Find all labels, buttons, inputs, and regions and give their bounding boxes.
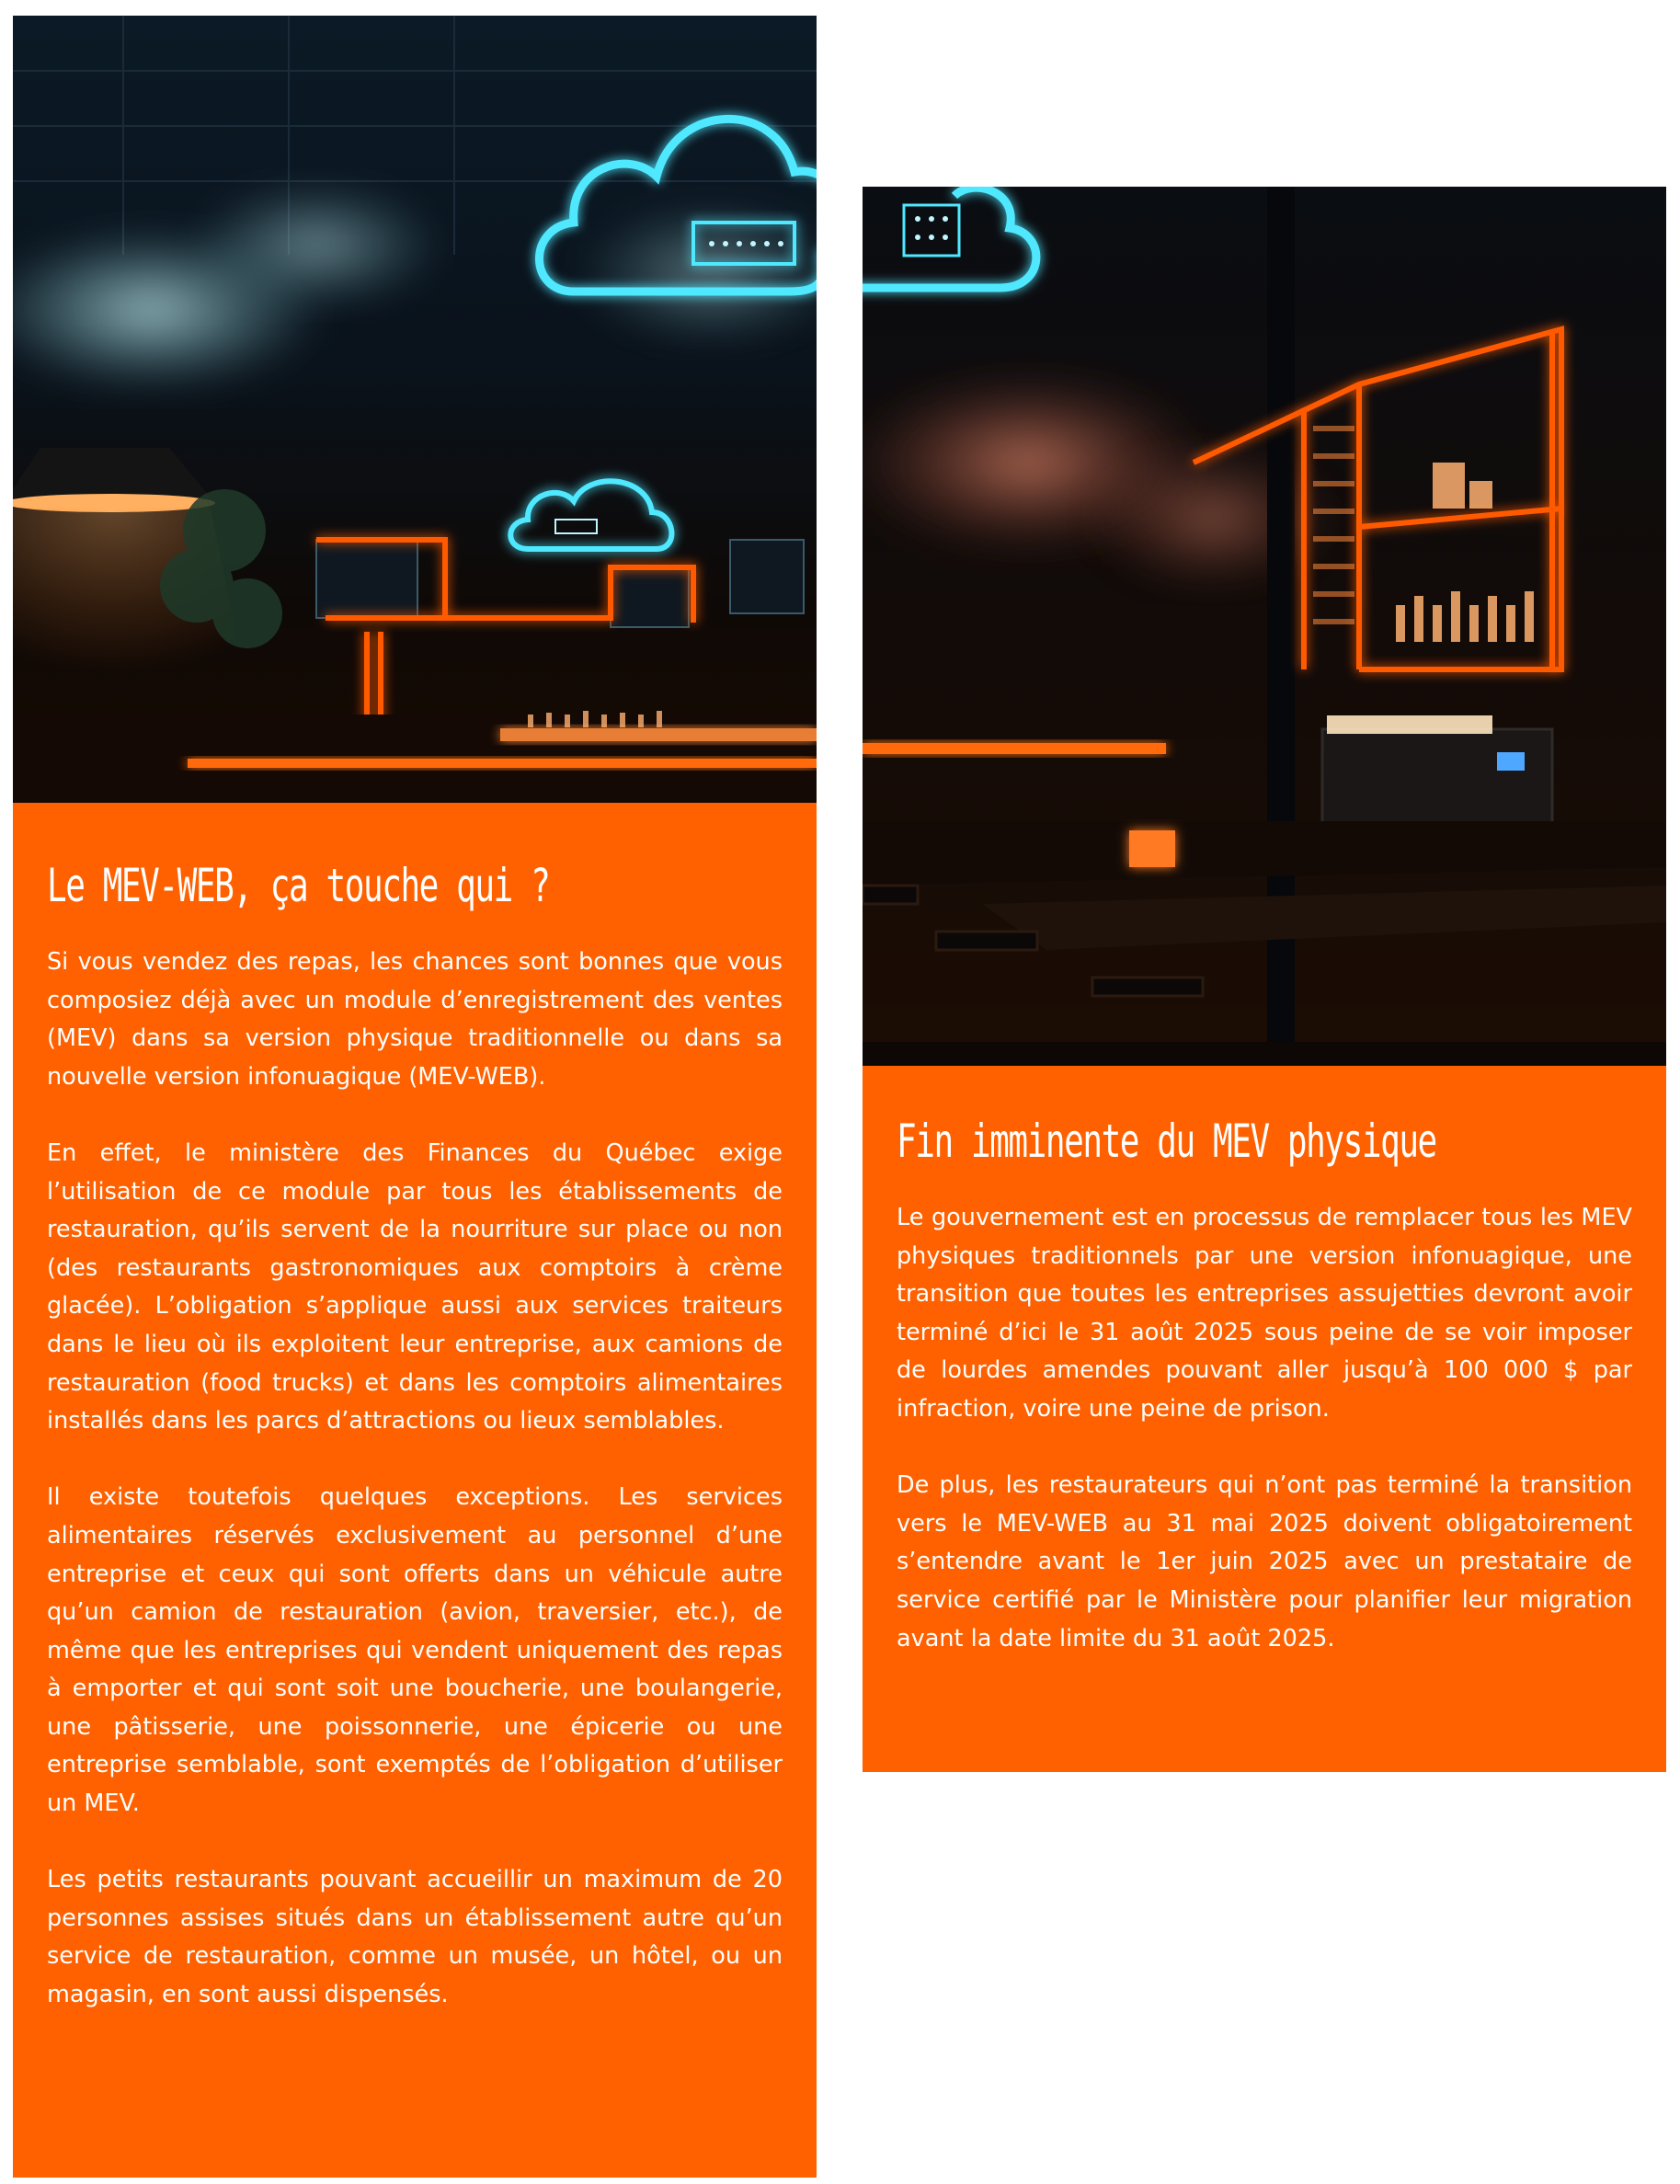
paragraph: Le gouvernement est en processus de remplacer tous les MEV physiques traditionnels par une version infonuagique, une transition que toutes les entreprises assujetties devront avoir terminé d’ici le 31 août 2025 sous peine de se voir imposer de lourdes amendes pouvant aller jusqu’à 100 000 $ par infraction, voire une peine de prison.: [897, 1204, 1632, 1423]
paragraph: Les petits restaurants pouvant accueillir un maximum de 20 personnes assises situés dans un établissement autre qu’un service de restauration, comme un musée, un hôtel, ou un magasin, en sont aussi dispensés.: [47, 1866, 783, 2009]
section-body: [897, 1199, 1632, 1658]
section-heading: Fin imminente du MEV physique: [897, 1115, 1436, 1168]
paragraph: Si vous vendez des repas, les chances sont bonnes que vous composiez déjà avec un module d’enregistrement des ventes (MEV) dans sa version physique traditionnelle ou dans sa nouvelle version infonuagique (MEV-WEB).: [47, 948, 783, 1091]
left-card: [13, 16, 817, 2178]
paragraph: En effet, le ministère des Finances du Québec exige l’utilisation de ce module par tous les établissements de restauration, qu’ils servent de la nourriture sur place ou non (des restaurants gastronomiques aux comptoirs à crème glacée). L’obligation s’applique aussi aux services traiteurs dans le lieu où ils exploitent leur entreprise, aux camions de restauration (food trucks) et dans les comptoirs alimentaires installés dans les parcs d’attractions ou lieux semblables.: [47, 1138, 783, 1435]
neon-bar-scene-icon: [863, 187, 1666, 1066]
neon-restaurant-scene-icon: [13, 16, 817, 803]
neon-bar-shelves-illustration: [863, 187, 1666, 1066]
section-body: [47, 943, 783, 2015]
section-heading: Le MEV-WEB, ça touche qui ?: [47, 859, 550, 912]
right-text-panel: [863, 1066, 1666, 1772]
right-card: [863, 187, 1666, 1772]
left-text-panel: [13, 803, 817, 2178]
neon-restaurant-cloud-illustration: [13, 16, 817, 803]
paragraph: De plus, les restaurateurs qui n’ont pas terminé la transition vers le MEV-WEB au 31 mai 2025 doivent obligatoirement s’entendre avant le 1er juin 2025 avec un prestataire de service certifié par le Ministère pour planifier leur migration avant la date limite du 31 août 2025.: [897, 1471, 1632, 1652]
paragraph: Il existe toutefois quelques exceptions. Les services alimentaires réservés exclusivement au personnel d’une entreprise et ceux qui sont offerts dans un véhicule autre qu’un camion de restauration (avion, traversier, etc.), de même que les entreprises qui vendent uniquement des repas à emporter et qui sont soit une boucherie, une boulangerie, une pâtisserie, une poissonnerie, une épicerie ou une entreprise semblable, sont exemptés de l’obligation d’utiliser un MEV.: [47, 1483, 783, 1818]
